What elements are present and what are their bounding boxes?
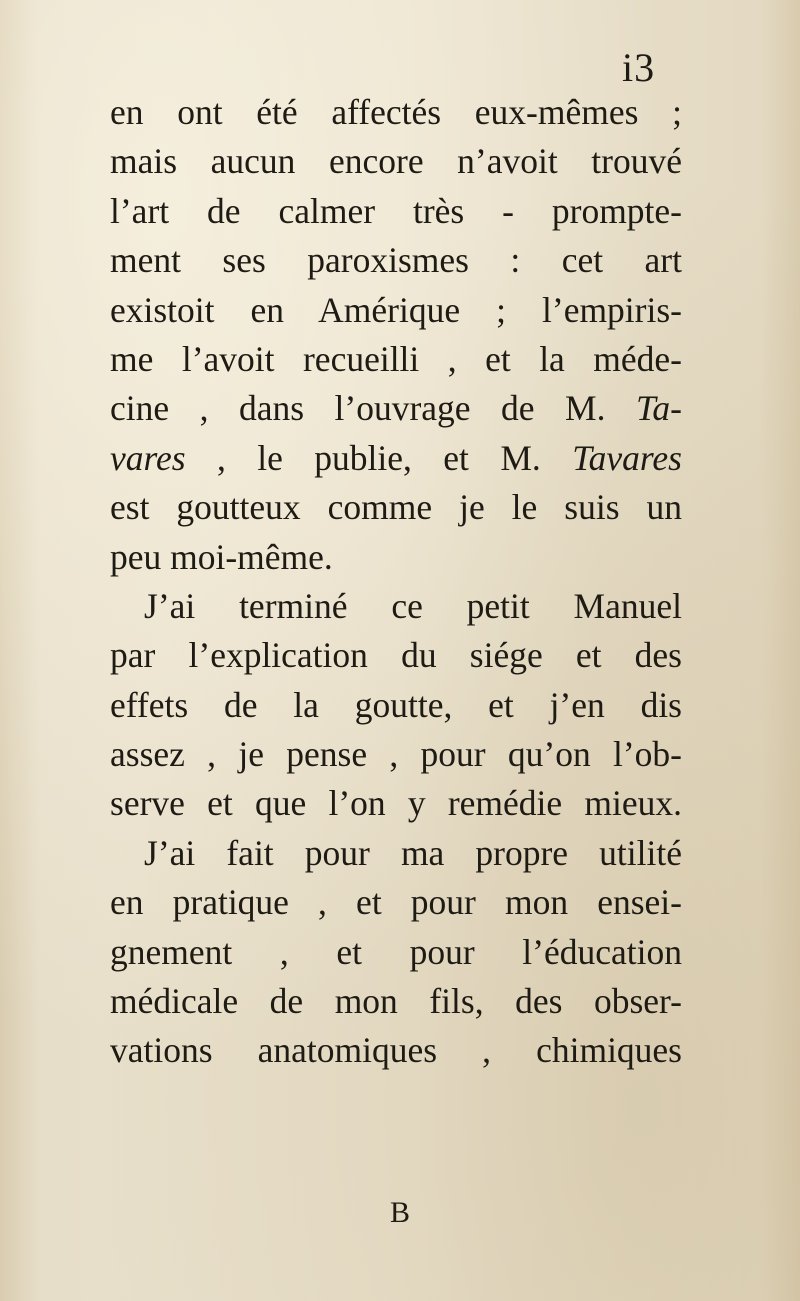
text-line-6: me l’avoit recueilli , et la méde-: [110, 338, 682, 379]
text-line-1: en ont été affectés eux-mêmes ;: [110, 92, 682, 132]
text-line-5: existoit en Amérique ; l’empiris-: [110, 289, 682, 330]
text-line-14: assez , je pense , pour qu’on l’ob-: [110, 734, 682, 775]
page-number: i3: [622, 45, 656, 90]
text-line-20: vations anatomiques , chimiques: [110, 1030, 682, 1071]
text-line-16: J’ai fait pour ma propre utilité: [144, 832, 682, 873]
text-line-13: effets de la goutte, et j’en dis: [110, 684, 682, 725]
italic-name: vares: [110, 437, 186, 478]
text-line-15: serve et que l’on y remédie mieux.: [110, 783, 682, 824]
italic-name: Ta-: [635, 388, 682, 429]
text-line-12: par l’explication du siége et des: [110, 635, 682, 676]
text-line-2: mais aucun encore n’avoit trouvé: [110, 141, 682, 182]
text-line-10: peu moi-même.: [110, 536, 333, 577]
text-line-17: en pratique , et pour mon ensei-: [110, 882, 682, 923]
body-text: [110, 88, 682, 1076]
text-line-18: gnement , et pour l’éducation: [110, 931, 682, 972]
text-line-11: J’ai terminé ce petit Manuel: [144, 585, 682, 626]
text-line-4: ment ses paroxismes : cet art: [110, 240, 682, 281]
signature-mark: B: [390, 1196, 411, 1229]
text-line-8: vares , le publie, et M. Tavares: [110, 437, 682, 478]
text-line-3: l’art de calmer très - prompte-: [110, 190, 682, 231]
text-line-19: médicale de mon fils, des obser-: [110, 981, 682, 1022]
text-line-9: est goutteux comme je le suis un: [110, 487, 682, 528]
italic-name: Tavares: [572, 437, 682, 478]
text-line-7: cine , dans l’ouvrage de M. Ta-: [110, 388, 682, 429]
